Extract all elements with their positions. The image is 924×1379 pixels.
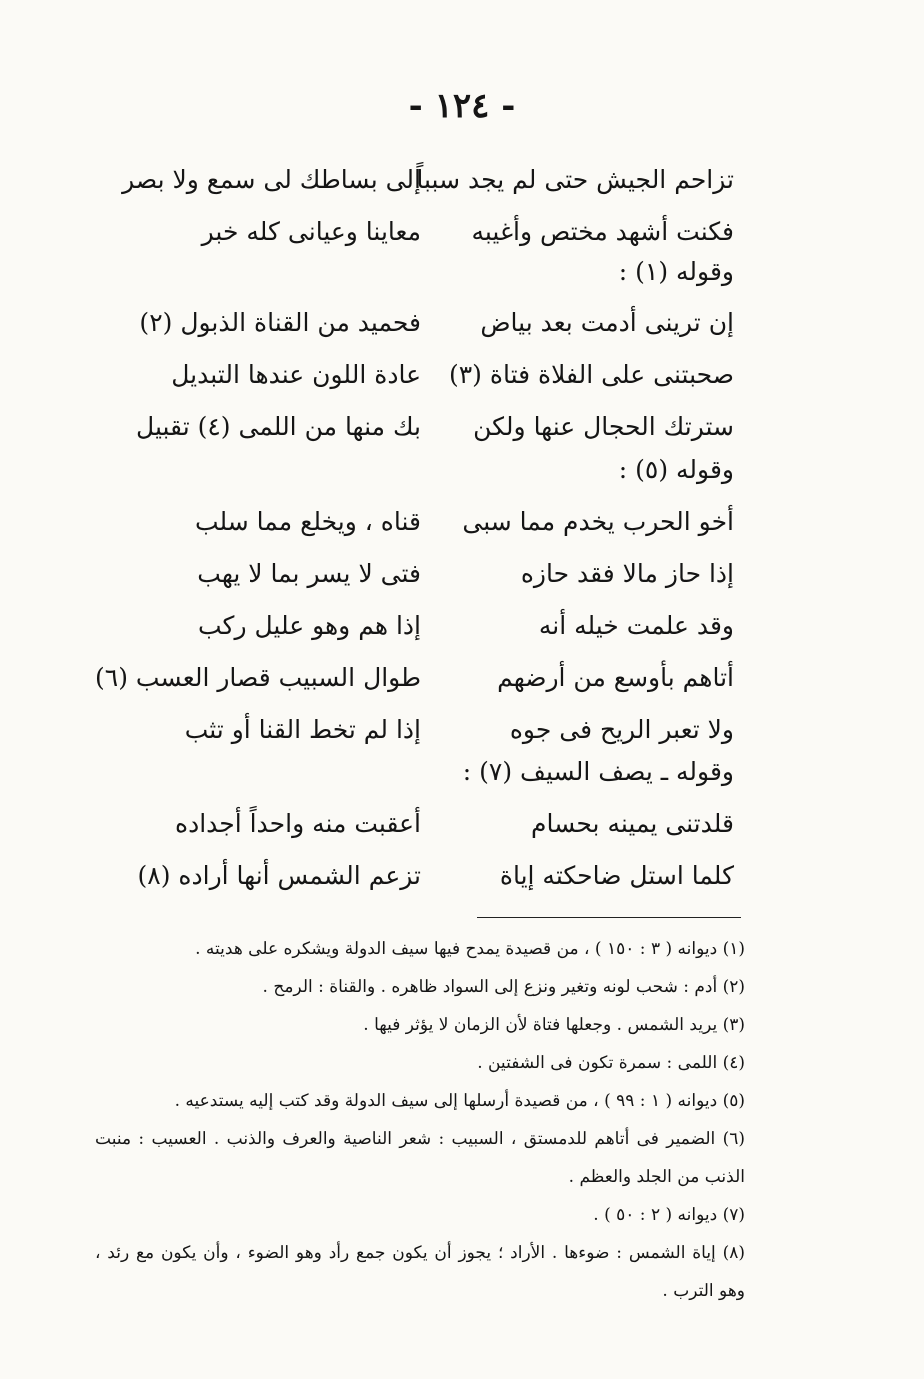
- verse: [0, 212, 924, 264]
- verse-first-hemistich: ولا تعبر الريح فى جوه: [509, 715, 734, 744]
- verse-second-hemistich: معاينا وعيانى كله خبر: [201, 217, 421, 246]
- verse-second-hemistich: قناه ، ويخلع مما سلب: [194, 507, 421, 536]
- page-number: - ١٢٤ -: [408, 86, 516, 126]
- verse-second-hemistich: فتى لا يسر بما لا يهب: [197, 559, 421, 588]
- poem-intro: وقوله ـ يصف السيف (٧) :: [462, 757, 734, 786]
- poem-block-1: [0, 160, 924, 264]
- poem-intro: وقوله (١) :: [618, 257, 734, 286]
- verse-first-hemistich: سترتك الحجال عنها ولكن: [473, 412, 734, 441]
- footnote: (٧) ديوانه ( ٢ : ٥٠ ) .: [593, 1205, 745, 1225]
- verse-first-hemistich: أخو الحرب يخدم مما سبى: [462, 507, 734, 536]
- verse-second-hemistich: إلى بساطك لى سمع ولا بصر: [122, 165, 421, 194]
- verse-first-hemistich: أتاهم بأوسع من أرضهم: [497, 663, 734, 692]
- verse-first-hemistich: إن ترينى أدمت بعد بياض: [480, 308, 734, 337]
- footnote: (٨) إياة الشمس : ضوءها . الأراد ؛ يجوز أن يكون جمع رأد وهو الضوء ، وأن يكون مع رئد ، وهو الترب .: [95, 1243, 745, 1301]
- verse-second-hemistich: طوال السبيب قصار العسب (٦): [95, 663, 421, 692]
- verse-second-hemistich: تزعم الشمس أنها أراده (٨): [137, 861, 421, 890]
- verse-second-hemistich: إذا هم وهو عليل ركب: [198, 611, 421, 640]
- verse-first-hemistich: وقد علمت خيله أنه: [538, 611, 734, 640]
- verse: [0, 160, 924, 212]
- footnote: (٥) ديوانه ( ١ : ٩٩ ) ، من قصيدة أرسلها إلى سيف الدولة وقد كتب إليه يستدعيه .: [174, 1091, 745, 1111]
- verse: [0, 658, 924, 710]
- footnote: (٢) أدم : شحب لونه وتغير ونزع إلى السواد ظاهره . والقناة : الرمح .: [262, 977, 745, 997]
- poem-block-2: [0, 303, 924, 459]
- verse-second-hemistich: بك منها من اللمى (٤) تقبيل: [136, 412, 421, 441]
- verse: [0, 856, 924, 908]
- footnote: (٦) الضمير فى أتاهم للدمستق ، السبيب : شعر الناصية والعرف والذنب . العسيب : منبت الذنب من الجلد والعظم .: [95, 1129, 745, 1187]
- verse: [0, 407, 924, 459]
- verse-first-hemistich: إذا حاز مالا فقد حازه: [520, 559, 734, 588]
- verse: [0, 303, 924, 355]
- verse-first-hemistich: فكنت أشهد مختص وأغيبه: [471, 217, 734, 246]
- verse: [0, 502, 924, 554]
- poem-block-4: [0, 804, 924, 908]
- verse-second-hemistich: أعقبت منه واحداً أجداده: [174, 809, 421, 838]
- verse-second-hemistich: إذا لم تخط القنا أو تثب: [184, 715, 421, 744]
- verse: [0, 804, 924, 856]
- verse-first-hemistich: صحبتنى على الفلاة فتاة (٣): [448, 360, 734, 389]
- verse: [0, 606, 924, 658]
- footnote: (١) ديوانه ( ٣ : ١٥٠ ) ، من قصيدة يمدح فيها سيف الدولة ويشكره على هديته .: [195, 939, 745, 959]
- verse: [0, 355, 924, 407]
- verse-second-hemistich: عادة اللون عندها التبديل: [171, 360, 421, 389]
- poem-block-3: [0, 502, 924, 762]
- verse: [0, 554, 924, 606]
- poem-intro: وقوله (٥) :: [618, 455, 734, 484]
- footnote-divider: [477, 917, 741, 918]
- verse-second-hemistich: فحميد من القناة الذبول (٢): [139, 308, 421, 337]
- footnote: (٣) يريد الشمس . وجعلها فتاة لأن الزمان لا يؤثر فيها .: [363, 1015, 745, 1035]
- verse-first-hemistich: كلما استل ضاحكته إياة: [499, 861, 734, 890]
- verse-first-hemistich: قلدتنى يمينه بحسام: [531, 809, 734, 838]
- footnotes: [95, 930, 745, 1310]
- verse-first-hemistich: تزاحم الجيش حتى لم يجد سبباً: [416, 165, 734, 194]
- footnote: (٤) اللمى : سمرة تكون فى الشفتين .: [477, 1053, 745, 1073]
